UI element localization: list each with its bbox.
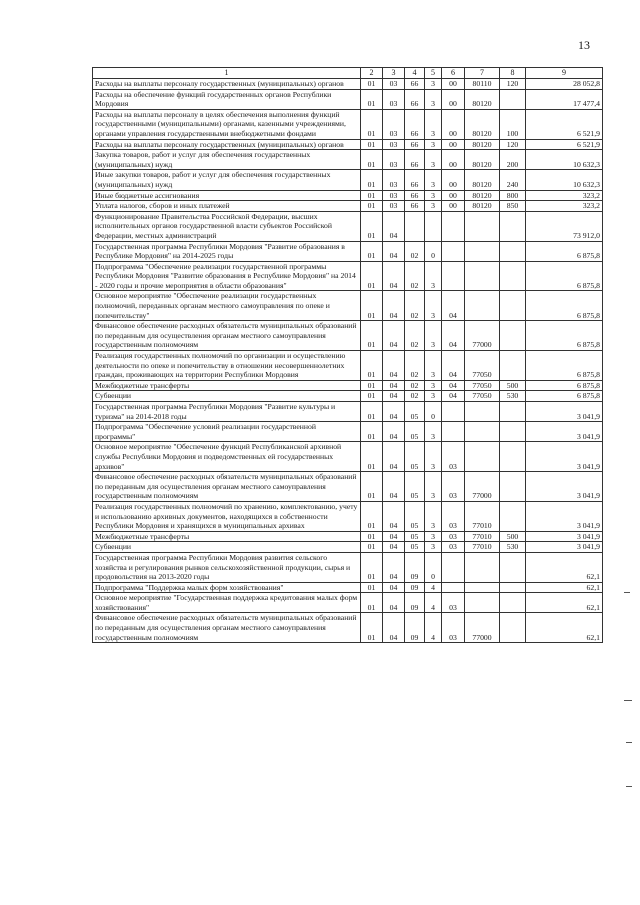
row-name-cell: Основное мероприятие "Государственная поддержка кредитования малых форм хозяйствования" xyxy=(93,593,361,613)
header-cell: 2 xyxy=(361,68,383,79)
code-cell: 04 xyxy=(383,613,405,643)
code-cell: 3 xyxy=(425,542,442,553)
code-cell: 03 xyxy=(442,613,465,643)
code-cell: 04 xyxy=(383,582,405,593)
code-cell: 66 xyxy=(405,79,425,90)
code-cell: 04 xyxy=(383,542,405,553)
code-cell: 3 xyxy=(425,442,442,472)
code-cell: 00 xyxy=(442,201,465,212)
code-cell: 03 xyxy=(383,89,405,109)
row-name-cell: Уплата налогов, сборов и иных платежей xyxy=(93,201,361,212)
code-cell: 03 xyxy=(383,79,405,90)
code-cell: 77000 xyxy=(465,472,500,502)
row-name-cell: Подпрограмма "Обеспечение условий реализации государственной программы" xyxy=(93,422,361,442)
code-cell xyxy=(442,552,465,582)
row-name-cell: Подпрограмма "Поддержка малых форм хозяйствования" xyxy=(93,582,361,593)
code-cell: 01 xyxy=(361,422,383,442)
code-cell: 04 xyxy=(383,402,405,422)
code-cell: 01 xyxy=(361,542,383,553)
code-cell: 04 xyxy=(383,472,405,502)
code-cell: 02 xyxy=(405,291,425,321)
code-cell: 03 xyxy=(442,593,465,613)
code-cell: 80120 xyxy=(465,201,500,212)
row-sum-cell: 73 912,0 xyxy=(526,211,603,241)
row-sum-cell: 6 521,9 xyxy=(526,109,603,139)
row-name-cell: Иные закупки товаров, работ и услуг для обеспечения государственных (муниципальных) нужд xyxy=(93,170,361,190)
code-cell: 01 xyxy=(361,472,383,502)
code-cell: 66 xyxy=(405,190,425,201)
code-cell xyxy=(500,241,526,261)
code-cell: 03 xyxy=(383,150,405,170)
code-cell: 05 xyxy=(405,442,425,472)
code-cell: 01 xyxy=(361,501,383,531)
code-cell: 01 xyxy=(361,321,383,351)
code-cell: 01 xyxy=(361,351,383,381)
code-cell: 66 xyxy=(405,139,425,150)
page-number: 13 xyxy=(578,38,590,52)
code-cell: 01 xyxy=(361,391,383,402)
code-cell: 04 xyxy=(383,422,405,442)
row-sum-cell: 323,2 xyxy=(526,201,603,212)
code-cell xyxy=(500,501,526,531)
code-cell: 500 xyxy=(500,380,526,391)
code-cell xyxy=(500,582,526,593)
code-cell: 00 xyxy=(442,190,465,201)
code-cell xyxy=(465,261,500,291)
row-sum-cell: 6 875,8 xyxy=(526,380,603,391)
code-cell xyxy=(465,593,500,613)
scan-mark xyxy=(626,786,632,787)
code-cell: 01 xyxy=(361,211,383,241)
code-cell xyxy=(442,261,465,291)
code-cell: 120 xyxy=(500,79,526,90)
code-cell: 3 xyxy=(425,291,442,321)
code-cell: 02 xyxy=(405,321,425,351)
code-cell: 04 xyxy=(383,241,405,261)
row-sum-cell: 6 875,8 xyxy=(526,351,603,381)
code-cell: 09 xyxy=(405,582,425,593)
table-row xyxy=(93,79,603,90)
code-cell: 04 xyxy=(383,321,405,351)
code-cell: 01 xyxy=(361,261,383,291)
code-cell: 3 xyxy=(425,422,442,442)
row-name-cell: Расходы на выплаты персоналу в целях обеспечения выполнения функций государственными (муниципальными) органами, казенными учреждениями, органами управления государственными внебюджетными фондами xyxy=(93,109,361,139)
row-sum-cell: 62,1 xyxy=(526,613,603,643)
code-cell xyxy=(500,291,526,321)
row-name-cell: Иные бюджетные ассигнования xyxy=(93,190,361,201)
code-cell: 530 xyxy=(500,391,526,402)
code-cell: 04 xyxy=(383,501,405,531)
table-row xyxy=(93,613,603,643)
code-cell: 01 xyxy=(361,291,383,321)
header-cell: 8 xyxy=(500,68,526,79)
code-cell: 66 xyxy=(405,170,425,190)
code-cell: 02 xyxy=(405,261,425,291)
row-sum-cell: 3 041,9 xyxy=(526,422,603,442)
code-cell: 01 xyxy=(361,241,383,261)
table-row xyxy=(93,190,603,201)
code-cell: 4 xyxy=(425,593,442,613)
code-cell: 66 xyxy=(405,201,425,212)
table-row xyxy=(93,593,603,613)
code-cell xyxy=(500,321,526,351)
row-name-cell: Реализация государственных полномочий по организации и осуществлению деятельности по опеке и попечительству в отношении несовершеннолетних граждан, проживающих на территории Республики Мордовия xyxy=(93,351,361,381)
table-row xyxy=(93,542,603,553)
table-row xyxy=(93,211,603,241)
code-cell: 00 xyxy=(442,139,465,150)
code-cell: 04 xyxy=(383,593,405,613)
table-row xyxy=(93,472,603,502)
code-cell: 77010 xyxy=(465,531,500,542)
table-row xyxy=(93,321,603,351)
code-cell: 03 xyxy=(442,501,465,531)
header-cell: 7 xyxy=(465,68,500,79)
code-cell: 04 xyxy=(383,261,405,291)
code-cell xyxy=(465,291,500,321)
row-sum-cell: 10 632,3 xyxy=(526,150,603,170)
code-cell: 01 xyxy=(361,380,383,391)
table-row xyxy=(93,380,603,391)
table-row xyxy=(93,261,603,291)
code-cell: 500 xyxy=(500,531,526,542)
row-sum-cell: 28 052,8 xyxy=(526,79,603,90)
code-cell xyxy=(442,582,465,593)
code-cell xyxy=(465,402,500,422)
code-cell: 09 xyxy=(405,613,425,643)
table-row xyxy=(93,139,603,150)
code-cell: 04 xyxy=(383,211,405,241)
table-header-row xyxy=(93,68,603,79)
table-row xyxy=(93,422,603,442)
code-cell: 02 xyxy=(405,391,425,402)
code-cell: 3 xyxy=(425,201,442,212)
code-cell: 01 xyxy=(361,89,383,109)
table-row xyxy=(93,170,603,190)
row-name-cell: Реализация государственных полномочий по хранению, комплектованию, учету и использованию архивных документов, находящихся в собственности Республики Мордовия и хранящихся в муниципальных архивах xyxy=(93,501,361,531)
code-cell: 04 xyxy=(383,291,405,321)
table-row xyxy=(93,442,603,472)
code-cell: 530 xyxy=(500,542,526,553)
code-cell: 02 xyxy=(405,351,425,381)
code-cell: 3 xyxy=(425,150,442,170)
row-sum-cell: 6 875,8 xyxy=(526,241,603,261)
code-cell xyxy=(500,593,526,613)
code-cell: 01 xyxy=(361,79,383,90)
code-cell: 80120 xyxy=(465,89,500,109)
code-cell: 02 xyxy=(405,380,425,391)
code-cell: 01 xyxy=(361,139,383,150)
code-cell: 05 xyxy=(405,472,425,502)
code-cell: 05 xyxy=(405,531,425,542)
code-cell xyxy=(465,552,500,582)
code-cell xyxy=(425,211,442,241)
code-cell: 3 xyxy=(425,321,442,351)
code-cell: 4 xyxy=(425,582,442,593)
code-cell: 04 xyxy=(383,380,405,391)
code-cell: 05 xyxy=(405,501,425,531)
code-cell: 77000 xyxy=(465,321,500,351)
code-cell xyxy=(442,241,465,261)
row-sum-cell: 3 041,9 xyxy=(526,442,603,472)
row-sum-cell: 323,2 xyxy=(526,190,603,201)
table-row xyxy=(93,241,603,261)
code-cell xyxy=(500,211,526,241)
code-cell: 240 xyxy=(500,170,526,190)
row-sum-cell: 6 875,8 xyxy=(526,321,603,351)
scan-mark xyxy=(626,742,632,743)
code-cell: 01 xyxy=(361,531,383,542)
code-cell: 77050 xyxy=(465,380,500,391)
code-cell xyxy=(405,211,425,241)
table-row xyxy=(93,402,603,422)
code-cell: 05 xyxy=(405,402,425,422)
code-cell: 850 xyxy=(500,201,526,212)
table-row xyxy=(93,109,603,139)
code-cell: 80120 xyxy=(465,150,500,170)
code-cell xyxy=(465,422,500,442)
code-cell: 80120 xyxy=(465,109,500,139)
row-sum-cell: 3 041,9 xyxy=(526,472,603,502)
code-cell: 04 xyxy=(442,391,465,402)
code-cell: 3 xyxy=(425,472,442,502)
code-cell xyxy=(500,89,526,109)
code-cell: 03 xyxy=(383,190,405,201)
code-cell: 03 xyxy=(383,201,405,212)
header-cell: 9 xyxy=(526,68,603,79)
header-cell: 1 xyxy=(93,68,361,79)
row-name-cell: Межбюджетные трансферты xyxy=(93,380,361,391)
row-sum-cell: 3 041,9 xyxy=(526,542,603,553)
code-cell: 04 xyxy=(383,531,405,542)
code-cell: 3 xyxy=(425,380,442,391)
code-cell: 3 xyxy=(425,351,442,381)
code-cell xyxy=(500,552,526,582)
code-cell: 3 xyxy=(425,79,442,90)
code-cell: 77050 xyxy=(465,391,500,402)
code-cell: 80120 xyxy=(465,139,500,150)
code-cell xyxy=(500,472,526,502)
code-cell xyxy=(465,241,500,261)
row-name-cell: Закупка товаров, работ и услуг для обеспечения государственных (муниципальных) нужд xyxy=(93,150,361,170)
row-name-cell: Функционирование Правительства Российской Федерации, высших исполнительных органов государственной власти субъектов Российской Федерации, местных администраций xyxy=(93,211,361,241)
code-cell: 03 xyxy=(383,109,405,139)
code-cell: 03 xyxy=(442,542,465,553)
code-cell: 77050 xyxy=(465,351,500,381)
code-cell: 04 xyxy=(383,391,405,402)
code-cell: 01 xyxy=(361,593,383,613)
row-sum-cell: 6 875,8 xyxy=(526,291,603,321)
table-body xyxy=(93,79,603,643)
row-name-cell: Расходы на обеспечение функций государственных органов Республики Мордовия xyxy=(93,89,361,109)
code-cell xyxy=(500,351,526,381)
row-name-cell: Субвенции xyxy=(93,542,361,553)
code-cell: 04 xyxy=(383,442,405,472)
code-cell: 05 xyxy=(405,422,425,442)
code-cell xyxy=(500,402,526,422)
code-cell: 0 xyxy=(425,402,442,422)
code-cell: 04 xyxy=(442,291,465,321)
row-name-cell: Финансовое обеспечение расходных обязательств муниципальных образований по переданным для осуществления органам местного самоуправления государственным полномочиям xyxy=(93,321,361,351)
code-cell: 77010 xyxy=(465,542,500,553)
row-sum-cell: 17 477,4 xyxy=(526,89,603,109)
row-sum-cell: 62,1 xyxy=(526,582,603,593)
table-row xyxy=(93,582,603,593)
code-cell: 80120 xyxy=(465,190,500,201)
code-cell: 120 xyxy=(500,139,526,150)
code-cell: 4 xyxy=(425,613,442,643)
row-name-cell: Государственная программа Республики Мордовия "Развитие образования в Республике Мордовия" на 2014-2025 годы xyxy=(93,241,361,261)
code-cell: 3 xyxy=(425,531,442,542)
scan-mark xyxy=(624,592,630,593)
row-sum-cell: 10 632,3 xyxy=(526,170,603,190)
code-cell: 00 xyxy=(442,79,465,90)
row-name-cell: Государственная программа Республики Мордовия "Развитие культуры и туризма" на 2014-2018 годы xyxy=(93,402,361,422)
code-cell: 3 xyxy=(425,139,442,150)
row-name-cell: Финансовое обеспечение расходных обязательств муниципальных образований по переданным для осуществления органам местного самоуправления государственным полномочиям xyxy=(93,613,361,643)
table-row xyxy=(93,150,603,170)
row-sum-cell: 6 521,9 xyxy=(526,139,603,150)
row-name-cell: Межбюджетные трансферты xyxy=(93,531,361,542)
code-cell xyxy=(500,442,526,472)
code-cell: 0 xyxy=(425,241,442,261)
code-cell: 80120 xyxy=(465,170,500,190)
header-cell: 5 xyxy=(425,68,442,79)
code-cell: 01 xyxy=(361,190,383,201)
code-cell: 77000 xyxy=(465,613,500,643)
budget-table xyxy=(92,67,603,643)
code-cell: 3 xyxy=(425,89,442,109)
code-cell: 01 xyxy=(361,109,383,139)
code-cell: 01 xyxy=(361,442,383,472)
code-cell: 80110 xyxy=(465,79,500,90)
code-cell xyxy=(500,261,526,291)
code-cell xyxy=(442,211,465,241)
row-name-cell: Расходы на выплаты персоналу государственных (муниципальных) органов xyxy=(93,139,361,150)
row-sum-cell: 3 041,9 xyxy=(526,501,603,531)
code-cell xyxy=(465,211,500,241)
scan-mark xyxy=(624,700,632,701)
table-row xyxy=(93,501,603,531)
code-cell: 04 xyxy=(442,321,465,351)
code-cell: 03 xyxy=(442,472,465,502)
code-cell: 09 xyxy=(405,552,425,582)
code-cell: 00 xyxy=(442,89,465,109)
code-cell: 66 xyxy=(405,109,425,139)
header-cell: 3 xyxy=(383,68,405,79)
code-cell: 66 xyxy=(405,89,425,109)
code-cell: 01 xyxy=(361,613,383,643)
code-cell: 03 xyxy=(383,139,405,150)
code-cell: 03 xyxy=(383,170,405,190)
code-cell: 01 xyxy=(361,582,383,593)
table-row xyxy=(93,351,603,381)
code-cell: 3 xyxy=(425,501,442,531)
code-cell xyxy=(442,402,465,422)
table-row xyxy=(93,89,603,109)
code-cell: 01 xyxy=(361,402,383,422)
row-sum-cell: 6 875,8 xyxy=(526,391,603,402)
code-cell: 00 xyxy=(442,170,465,190)
row-name-cell: Основное мероприятие "Обеспечение реализации государственных полномочий, переданных органам местного самоуправления по опеке и попечительству" xyxy=(93,291,361,321)
table-row xyxy=(93,531,603,542)
row-sum-cell: 62,1 xyxy=(526,552,603,582)
code-cell xyxy=(442,422,465,442)
code-cell: 04 xyxy=(442,351,465,381)
row-sum-cell: 3 041,9 xyxy=(526,402,603,422)
code-cell: 01 xyxy=(361,552,383,582)
row-sum-cell: 6 875,8 xyxy=(526,261,603,291)
code-cell: 0 xyxy=(425,552,442,582)
code-cell: 200 xyxy=(500,150,526,170)
row-name-cell: Расходы на выплаты персоналу государственных (муниципальных) органов xyxy=(93,79,361,90)
code-cell: 800 xyxy=(500,190,526,201)
code-cell: 09 xyxy=(405,593,425,613)
code-cell: 01 xyxy=(361,150,383,170)
code-cell: 00 xyxy=(442,150,465,170)
header-cell: 6 xyxy=(442,68,465,79)
code-cell: 3 xyxy=(425,170,442,190)
row-name-cell: Государственная программа Республики Мордовия развития сельского хозяйства и регулирования рынков сельскохозяйственной продукции, сырья и продовольствия на 2013-2020 годы xyxy=(93,552,361,582)
code-cell: 02 xyxy=(405,241,425,261)
code-cell: 04 xyxy=(383,552,405,582)
header-cell: 4 xyxy=(405,68,425,79)
row-name-cell: Финансовое обеспечение расходных обязательств муниципальных образований по переданным для осуществления органам местного самоуправления государственным полномочиям xyxy=(93,472,361,502)
code-cell: 05 xyxy=(405,542,425,553)
code-cell: 01 xyxy=(361,201,383,212)
code-cell: 00 xyxy=(442,109,465,139)
code-cell: 3 xyxy=(425,190,442,201)
code-cell: 04 xyxy=(383,351,405,381)
code-cell xyxy=(465,442,500,472)
code-cell: 01 xyxy=(361,170,383,190)
table-row xyxy=(93,391,603,402)
code-cell: 04 xyxy=(442,380,465,391)
row-name-cell: Основное мероприятие "Обеспечение функций Республиканской архивной службы Республики Мордовия и подведомственных ей государственных архивов" xyxy=(93,442,361,472)
code-cell: 3 xyxy=(425,261,442,291)
code-cell: 66 xyxy=(405,150,425,170)
code-cell: 3 xyxy=(425,109,442,139)
code-cell: 100 xyxy=(500,109,526,139)
code-cell: 03 xyxy=(442,531,465,542)
row-name-cell: Субвенции xyxy=(93,391,361,402)
code-cell: 03 xyxy=(442,442,465,472)
code-cell: 3 xyxy=(425,391,442,402)
code-cell: 77010 xyxy=(465,501,500,531)
code-cell xyxy=(465,582,500,593)
code-cell xyxy=(500,613,526,643)
row-sum-cell: 62,1 xyxy=(526,593,603,613)
code-cell xyxy=(500,422,526,442)
table-row xyxy=(93,201,603,212)
table-row xyxy=(93,291,603,321)
row-sum-cell: 3 041,9 xyxy=(526,531,603,542)
row-name-cell: Подпрограмма "Обеспечение реализации государственной программы Республики Мордовия "Развитие образования в Республике Мордовия" на 2014 - 2020 годы и прочие мероприятия в области образования" xyxy=(93,261,361,291)
table-row xyxy=(93,552,603,582)
